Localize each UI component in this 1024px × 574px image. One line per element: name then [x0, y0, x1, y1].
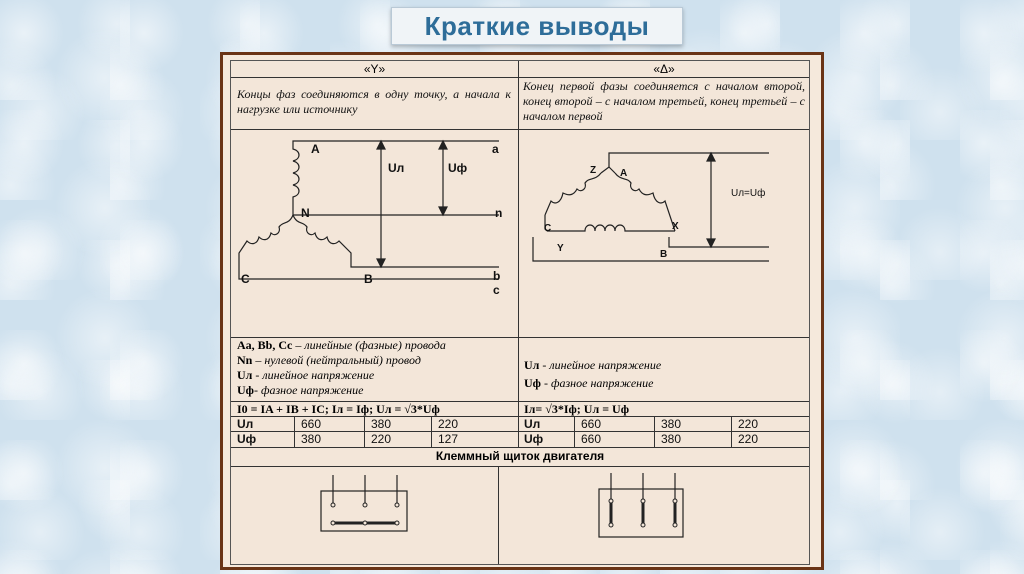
label-C-delta: C — [544, 223, 552, 234]
table-cell: 220 — [738, 417, 759, 431]
neutral-line — [293, 209, 499, 215]
table-divider — [654, 416, 655, 447]
label-uf: Uф — [448, 161, 468, 175]
table-cell: 220 — [371, 432, 392, 446]
label-B: B — [364, 272, 373, 286]
star-header: «Y» — [363, 62, 386, 76]
column-divider — [498, 466, 499, 564]
row-divider — [231, 466, 809, 467]
label-Z: Z — [590, 165, 597, 176]
phase-c-coil — [239, 215, 293, 269]
legend-item: Uл - линейное напряжение — [237, 368, 375, 382]
table-divider — [574, 416, 575, 447]
delta-description: Конец первой фазы соединяется с началом второй, конец второй – с началом третьей, конец третьей – с началом первой — [523, 79, 805, 123]
star-formula: I0 = IA + IB + IC; Iл = Iф; Uл = √3*Uф — [237, 402, 440, 416]
page-title: Краткие выводы — [424, 10, 650, 41]
table-cell: 380 — [661, 432, 682, 446]
phase-coil-bottom — [547, 225, 675, 231]
table-cell: Uф — [524, 432, 544, 446]
star-terminal-diagram — [321, 471, 421, 531]
line-a — [609, 153, 769, 167]
summary-sheet — [230, 60, 810, 565]
line-b — [669, 237, 769, 247]
table-cell: 380 — [371, 417, 392, 431]
table-cell: 220 — [738, 432, 759, 446]
table-cell: 660 — [301, 417, 322, 431]
row-divider — [231, 77, 809, 78]
legend-item: Uф- фазное напряжение — [237, 383, 364, 397]
legend-item: Uл - линейное напряжение — [524, 358, 662, 372]
star-description: Концы фаз соединяются в одну точку, а начала к нагрузке или источнику — [237, 87, 511, 116]
column-divider — [518, 337, 519, 447]
label-n: n — [495, 206, 503, 220]
table-cell: Uл — [237, 417, 254, 431]
table-cell: 380 — [661, 417, 682, 431]
legend-item: Uф - фазное напряжение — [524, 376, 654, 390]
table-divider — [731, 416, 732, 447]
table-cell: Uф — [237, 432, 257, 446]
star-connection-diagram — [231, 129, 518, 337]
label-N: N — [301, 206, 310, 220]
label-u: Uл=Uф — [731, 188, 766, 199]
label-a: a — [492, 142, 499, 156]
label-c: c — [493, 283, 500, 297]
phase-coil-right — [615, 173, 675, 231]
delta-terminal-diagram — [599, 469, 699, 541]
delta-legend — [524, 356, 804, 392]
label-B-delta: B — [660, 249, 668, 260]
phase-coil-left — [545, 173, 601, 215]
table-cell: 660 — [581, 417, 602, 431]
legend-item: Aa, Bb, Cc – линейные (фазные) провода — [237, 338, 446, 352]
label-ul: Uл — [388, 161, 405, 175]
table-cell: 660 — [581, 432, 602, 446]
title-box — [391, 7, 683, 45]
label-b: b — [493, 269, 501, 283]
table-cell: Uл — [524, 417, 541, 431]
label-C: C — [241, 272, 250, 286]
table-cell: 380 — [301, 432, 322, 446]
label-A-delta: A — [620, 168, 628, 179]
terminal-box-header: Клеммный щиток двигателя — [435, 449, 605, 463]
label-A: A — [311, 142, 320, 156]
phase-a-coil — [293, 141, 499, 209]
table-cell: 220 — [438, 417, 459, 431]
delta-connection-diagram — [519, 129, 809, 337]
phase-b-coil — [293, 215, 499, 267]
delta-header: «Δ» — [653, 62, 675, 76]
table-divider — [364, 416, 365, 447]
row-divider — [231, 447, 809, 448]
delta-formula: Iл= √3*Iф; Uл = Uф — [524, 402, 629, 416]
table-divider — [431, 416, 432, 447]
table-divider — [294, 416, 295, 447]
line-c — [533, 237, 769, 261]
legend-item: Nn – нулевой (нейтральный) провод — [237, 353, 421, 367]
table-cell: 127 — [438, 432, 459, 446]
label-X: X — [672, 221, 679, 232]
label-Y: Y — [557, 243, 564, 254]
star-legend — [237, 338, 517, 398]
